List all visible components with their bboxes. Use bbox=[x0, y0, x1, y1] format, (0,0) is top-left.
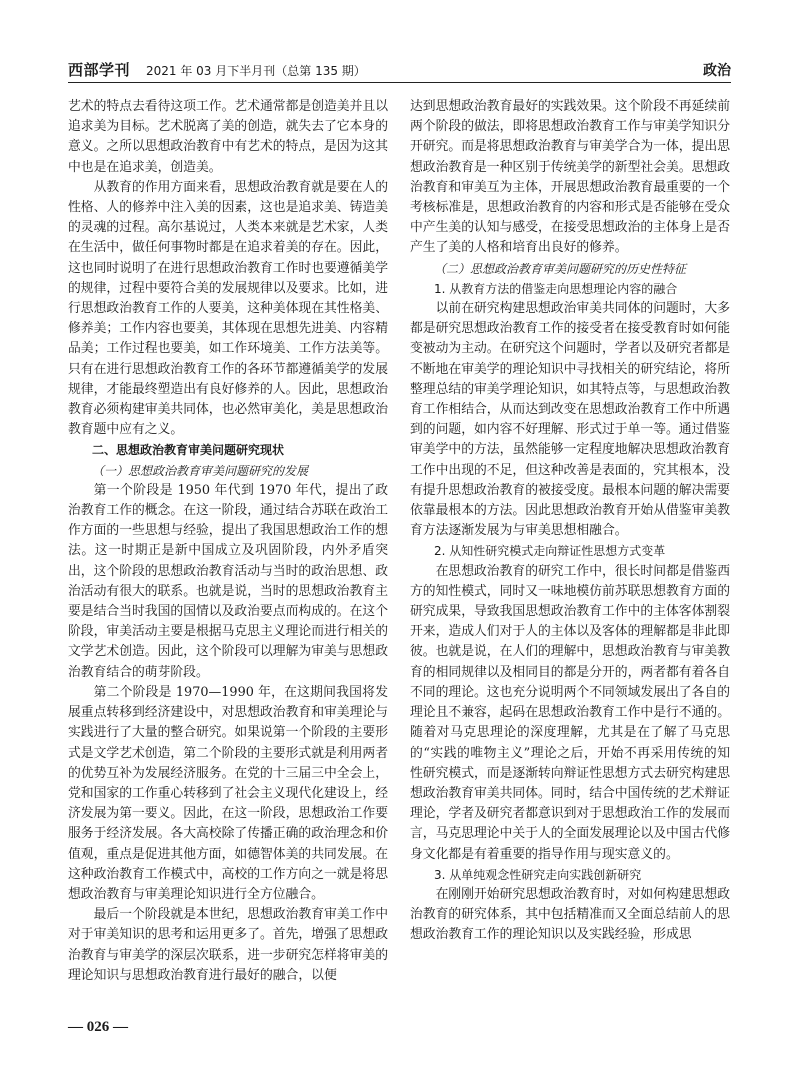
body-paragraph: 以前在研究构建思想政治审美共同体的问题时，大多都是研究思想政治教育工作的接受者在接受教育时如何能变被动为主动。在研究这个问题时，学者以及研究者都是不断地在审美学的理论知识中寻找相关的研究结论，将所整理总结的审美学理论知识，如其特点等，与思想政治教育工作相结合，从而达到改变在思想政治教育工作中所遇到的问题，如内容不好理解、形式过于单一等。通过借鉴审美学中的方法，虽然能够一定程度地解决思想政治教育工作中出现的不足，但这种改善是表面的，究其根本，没有提升思想政治教育的被接受度。最根本问题的解决需要依靠最根本的方法。因此思想政治教育开始从借鉴审美教育方法逐渐发展为与审美思想相融合。 bbox=[410, 301, 730, 539]
header-rule bbox=[68, 82, 731, 83]
body-paragraph: 第二个阶段是 1970—1990 年，在这期间我国将发展重点转移到经济建设中，对思想政治教育和审美理论与实践进行了大量的整合研究。如果说第一个阶段的主要形式是文学艺术创造，第二个阶段的主要形式就是利用两者的优势互补为发展经济服务。在党的十三届三中全会上，党和国家的工作重心转移到了社会主义现代化建设上，经济发展为第一要义。因此，在这一阶段，思想政治工作要服务于经济发展。各大高校除了传播正确的政治理念和价值观，重点是促进其他方面，如德智体美的共同发展。在这种政治教育工作模式中，高校的工作方向之一就是将思想政治教育与审美理论知识进行全方位融合。 bbox=[68, 684, 388, 902]
body-paragraph: 从教育的作用方面来看，思想政治教育就是要在人的性格、人的修养中注入美的因素，这也是追求美、铸造美的灵魂的过程。高尔基说过，人类本来就是艺术家，人类在生活中，做任何事物时都是在追求着美的存在。因此，这也同时说明了在进行思想政治教育工作时也要遵循美学的规律，过程中要符合美的发展规律以及要求。比如，进行思想政治教育工作的人要美，这种美体现在其性格美、修养美；工作内容也要美，其体现在思想先进美、内容精品美；工作过程也要美，如工作环境美、工作方法美等。只有在进行思想政治教育工作的各环节都遵循美学的发展规律，才能最终塑造出有良好修养的人。因此，思想政治教育必须构建审美共同体，也必然审美化，美是思想政治教育题中应有之义。 bbox=[68, 179, 388, 438]
body-paragraph: 第一个阶段是 1950 年代到 1970 年代，提出了政治教育工作的概念。在这一阶段，通过结合苏联在政治工作方面的一些思想与经验，提出了我国思想政治工作的想法。这一时期正是新中国成立及巩固阶段，内外矛盾突出，这个阶段的思想政治教育活动与当时的政治思想、政治活动有很大的联系。也就是说，当时的思想政治教育主要是结合当时我国的国情以及政治要点而构成的。在这个阶段，审美活动主要是根据马克思主义理论而进行相关的文学艺术创造。因此，这个阶段可以理解为审美与思想政治教育结合的萌芽阶段。 bbox=[68, 482, 388, 680]
right-column bbox=[410, 97, 730, 946]
body-paragraph: 达到思想政治教育最好的实践效果。这个阶段不再延续前两个阶段的做法，即将思想政治教育工作与审美学知识分开研究。而是将思想政治教育与审美学合为一体，提出思想政治教育是一种区别于传统美学的新型社会美。思想政治教育和审美互为主体，开展思想政治教育最重要的一个考核标准是，思想政治教育的内容和形式是否能够在受众中产生美的认知与感受，在接受思想政治的主体身上是否产生了美的人格和培育出良好的修养。 bbox=[410, 99, 730, 256]
subsection-heading: （一）思想政治教育审美问题研究的发展 bbox=[92, 463, 309, 478]
body-paragraph: 最后一个阶段就是本世纪，思想政治教育审美工作中对于审美知识的思考和运用更多了。首先，增强了思想政治教育与审美学的深层次联系，进一步研究怎样将审美的理论知识与思想政治教育进行最好的融合，以便 bbox=[68, 907, 388, 983]
body-paragraph: 在刚刚开始研究思想政治教育时，对如何构建思想政治教育的研究体系，其中包括精准而又全面总结前人的思想政治教育工作的理论知识以及实践经验，形成思 bbox=[410, 886, 730, 943]
numbered-heading: 3. 从单纯观念性研究走向实践创新研究 bbox=[434, 867, 642, 882]
journal-name: 西部学刊 bbox=[68, 63, 131, 79]
body-paragraph: 艺术的特点去看待这项工作。艺术通常都是创造美并且以追求美为目标。艺术脱离了美的创造，就失去了它本身的意义。之所以思想政治教育中有艺术的特点，是因为这其中也是在追求美，创造美。 bbox=[68, 99, 388, 175]
numbered-heading: 1. 从教育方法的借鉴走向思想理论内容的融合 bbox=[434, 281, 678, 296]
left-column bbox=[68, 97, 388, 986]
page-number: — 026 — bbox=[68, 1019, 128, 1035]
section-label: 政治 bbox=[703, 63, 731, 79]
running-header bbox=[68, 59, 731, 83]
numbered-heading: 2. 从知性研究模式走向辩证性思想方式变革 bbox=[434, 544, 666, 559]
section-heading: 二、思想政治教育审美问题研究现状 bbox=[92, 443, 285, 458]
body-paragraph: 在思想政治教育的研究工作中，很长时间都是借鉴西方的知性模式，同时又一味地模仿前苏联思想教育方面的研究成果，导致我国思想政治教育工作中的主体客体割裂开来，造成人们对于人的主体以及客体的理解都是非此即彼。也就是说，在人们的理解中，思想政治教育与审美教育的相同规律以及相同目的都是分开的，两者都有着各自不同的理论。这也充分说明两个不同领域发展出了各自的理论且不兼容，起码在思想政治教育工作中是行不通的。随着对马克思理论的深度理解，尤其是在了解了马克思的“实践的唯物主义”理论之后，开始不再采用传统的知性研究模式，而是逐渐转向辩证性思想方式去研究构建思想政治教育审美共同体。同时，结合中国传统的艺术辩证理论，学者及研究者都意识到对于思想政治工作的发展而言，马克思理论中关于人的全面发展理论以及中国古代修身文化都是有着重要的指导作用与现实意义的。 bbox=[410, 563, 730, 862]
subsection-heading: （二）思想政治教育审美问题研究的历史性特征 bbox=[434, 261, 687, 276]
issue-info: 2021 年 03 月下半月刊（总第 135 期） bbox=[146, 64, 366, 78]
